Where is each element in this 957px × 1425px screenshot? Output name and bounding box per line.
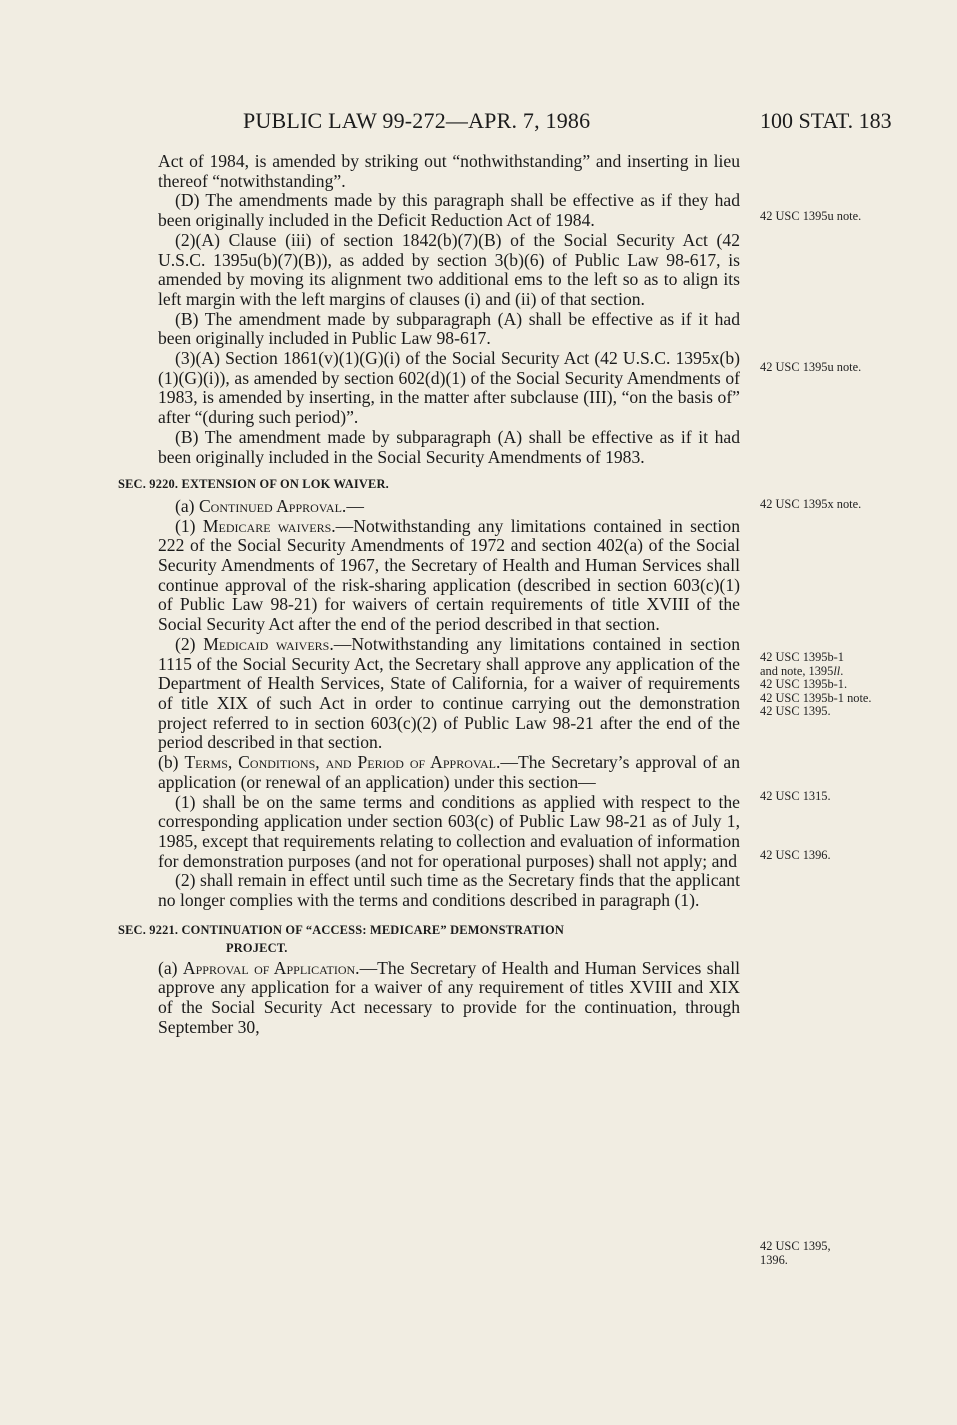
paragraph: Act of 1984, is amended by striking out “nothwithstanding” and inserting in lieu thereof “notwithstanding”.	[158, 151, 740, 191]
margin-note: 42 USC 1395b-1 note.	[760, 690, 872, 705]
section-heading-line: PROJECT.	[226, 940, 288, 955]
paragraph	[158, 635, 740, 753]
margin-note: 42 USC 1395b-1.	[760, 677, 848, 691]
margin-note: 42 USC 1395.	[760, 704, 831, 718]
page-stat-number: 100 STAT. 183	[760, 108, 892, 133]
paragraph-text: —The Secretary of Health and Human Services shall approve any application for a waiver of any requirement of titles XVIII and XIX of the Social Security Act necessary to provide for the continuation, through September 30,	[158, 957, 740, 1037]
margin-note: 42 USC 1395u note.	[760, 209, 862, 223]
margin-note-group	[760, 1240, 831, 1267]
subsection-number: (b)	[158, 752, 185, 773]
subsection-heading	[158, 497, 740, 517]
margin-note-group	[760, 651, 872, 719]
margin-note: 42 USC 1395x note.	[760, 497, 862, 511]
paragraph: (B) The amendment made by subparagraph (A) shall be effective as if it had been originally included in the Social Security Amendments of 1983.	[158, 426, 740, 467]
margin-note: 42 USC 1395,	[760, 1239, 831, 1253]
paragraph-text: —The Secretary’s approval of an application (or renewal of an application) under this section—	[158, 752, 740, 792]
margin-note: 42 USC 1396.	[760, 848, 831, 862]
paragraph-title: Medicaid waivers.	[203, 633, 334, 654]
margin-note-text: .	[840, 663, 844, 678]
subsection-title: Continued Approval.—	[198, 495, 364, 516]
paragraph	[158, 517, 740, 635]
margin-note-text: and note, 1395	[760, 663, 834, 678]
paragraph: (D) The amendments made by this paragraph shall be effective as if they had been originally included in the Deficit Reduction Act of 1984.	[158, 190, 740, 231]
margin-note: 42 USC 1395u note.	[760, 360, 862, 374]
margin-note: 42 USC 1395b-1	[760, 650, 844, 664]
subsection-number: (a)	[175, 495, 199, 516]
paragraph: (2) shall remain in effect until such time as the Secretary finds that the applicant no longer complies with the terms and conditions described in paragraph (1).	[158, 870, 740, 911]
paragraph: (3)(A) Section 1861(v)(1)(G)(i) of the Social Security Act (42 U.S.C. 1395x(b)(1)(G)(i)), as amended by section 602(d)(1) of the Social Security Amendments of 1983, is amended by inserting, in the matter after subclause (III), “on the basis of” after “(during such period)”.	[158, 348, 740, 428]
subsection-title: Approval of Application.	[182, 957, 360, 978]
paragraph-number: (2)	[175, 633, 204, 654]
paragraph: (1) shall be on the same terms and conditions as applied with respect to the corresponding application under section 603(c) of Public Law 98-21 as of July 1, 1985, except that requirements relating to collection and evaluation of information for demonstration purposes (and not for operational purposes) shall not apply; and	[158, 791, 740, 871]
paragraph-text: —Notwithstanding any limitations contained in section 222 of the Social Security Amendments of 1972 and section 402(a) of the Social Security Amendments of 1967, the Secretary of Health and Human Services shall continue approval of the risk-sharing application (described in section 603(c)(1) of Public Law 98-21) for waivers of certain requirements of title XVIII of the Social Security Act after the end of the period described in that section.	[158, 515, 740, 635]
paragraph-text: —Notwithstanding any limitations contained in section 1115 of the Social Security Act, the Secretary shall approve any application of the Department of Health Services, State of California, for a waiver of requirements of title XIX of such Act in order to continue carrying out the demonstration project referred to in section 603(c)(2) of Public Law 98-21 after the end of the period described in that section.	[158, 633, 740, 753]
paragraph-title: Medicare waivers.	[202, 515, 336, 536]
paragraph-number: (1)	[175, 515, 203, 536]
margin-note	[760, 665, 872, 679]
subsection-number: (a)	[158, 957, 183, 978]
running-header-title: PUBLIC LAW 99-272—APR. 7, 1986	[243, 108, 591, 133]
margin-note-italic: ll	[833, 663, 841, 678]
paragraph	[158, 959, 740, 1038]
body-text-column	[118, 151, 740, 1038]
subsection-title: Terms, Conditions, and Period of Approval.	[184, 752, 501, 773]
section-heading-9220: SEC. 9220. EXTENSION OF ON LOK WAIVER.	[118, 477, 389, 492]
paragraph	[158, 753, 740, 792]
section-heading-9221	[118, 921, 740, 957]
paragraph: (B) The amendment made by subparagraph (A) shall be effective as if it had been originally included in Public Law 98-617.	[158, 308, 740, 349]
margin-note: 1396.	[760, 1252, 788, 1267]
paragraph: (2)(A) Clause (iii) of section 1842(b)(7)(B) of the Social Security Act (42 U.S.C. 1395u(b)(7)(B)), as added by section 3(b)(6) of Public Law 98-617, is amended by moving its alignment two additional ems to the left so as to align its left margin with the left margins of clauses (i) and (ii) of that section.	[158, 229, 740, 309]
margin-note: 42 USC 1315.	[760, 789, 831, 803]
section-heading-line: SEC. 9221. CONTINUATION OF “ACCESS: MEDICARE” DEMONSTRATION	[118, 922, 564, 937]
